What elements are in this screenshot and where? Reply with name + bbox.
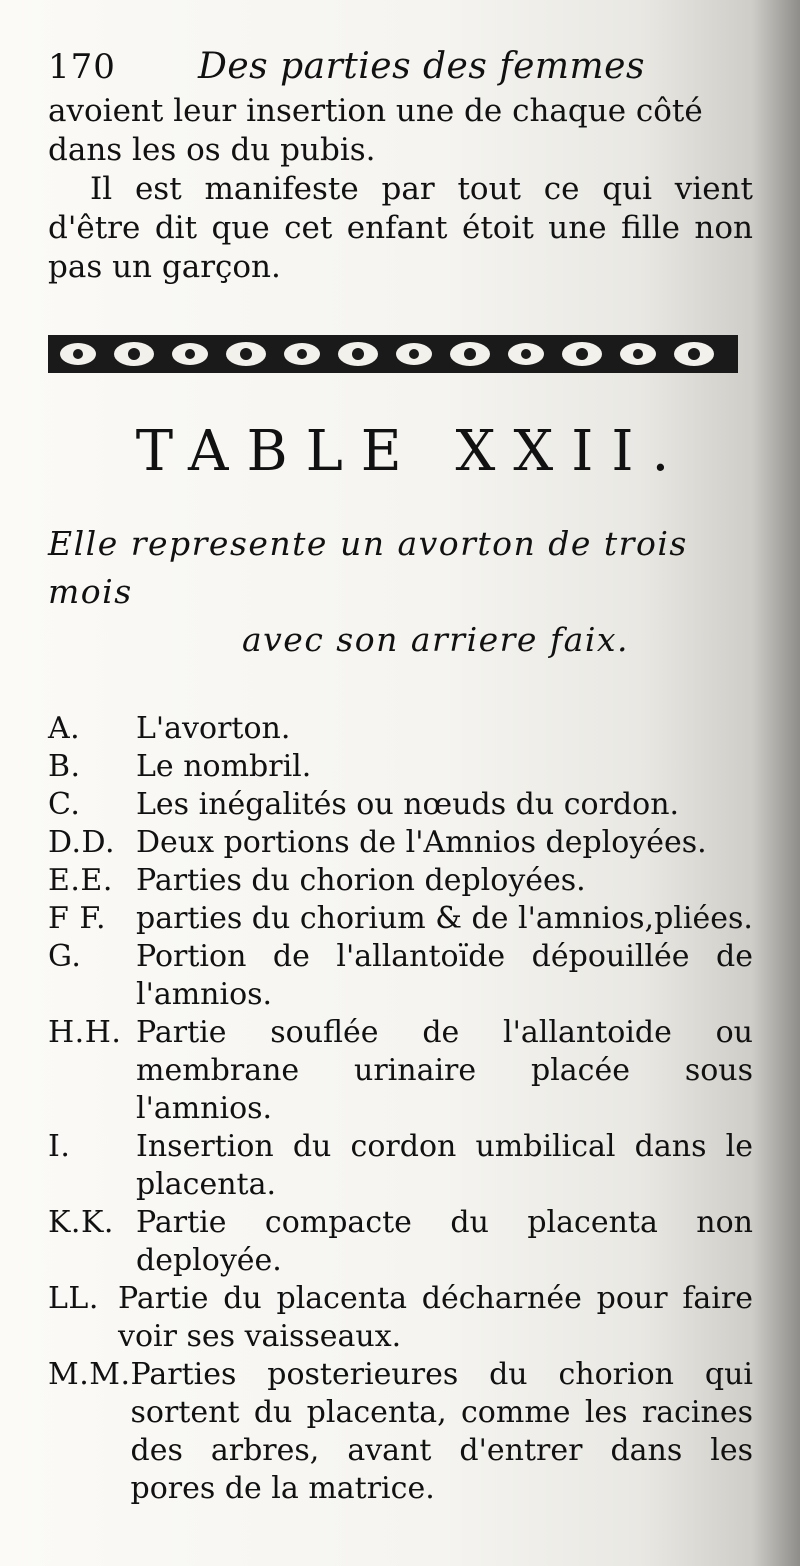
legend-key: H.H.: [48, 1015, 122, 1050]
continued-text: avoient leur insertion une de chaque côté dans les os du pubis.: [48, 93, 703, 168]
legend-item: [48, 786, 753, 824]
legend-item: [48, 748, 753, 786]
legend-text: Insertion du cordon umbilical dans le placenta.: [136, 1129, 753, 1202]
legend-text: Parties du chorion deployées.: [136, 863, 586, 898]
subtitle-line-2: avec son arriere faix.: [241, 620, 629, 659]
legend-text: parties du chorium & de l'amnios,pliées.: [136, 901, 753, 936]
legend-text: Partie souflée de l'allantoide ou membrane urinaire placée sous l'amnios.: [136, 1015, 753, 1126]
legend-item: [48, 938, 753, 1014]
legend-text: Le nombril.: [136, 749, 312, 784]
legend-key: B.: [48, 749, 81, 784]
legend-text: Partie compacte du placenta non deployée.: [136, 1205, 753, 1278]
legend-text: Deux portions de l'Amnios deployées.: [136, 825, 707, 860]
legend-item: [48, 1204, 753, 1280]
legend-key: I.: [48, 1129, 71, 1164]
table-subtitle: [48, 520, 753, 664]
legend-item: [48, 862, 753, 900]
running-title: Des parties des femmes: [198, 46, 645, 87]
table-title: TABLE XXII.: [135, 419, 688, 484]
legend-item: [48, 1128, 753, 1204]
legend-item: [48, 710, 753, 748]
subtitle-line-1: Elle represente un avorton de trois mois: [48, 524, 688, 611]
legend-key: D.D.: [48, 825, 116, 860]
legend-key: K.K.: [48, 1205, 114, 1240]
legend-key: LL.: [48, 1281, 99, 1316]
legend-text: Les inégalités ou nœuds du cordon.: [136, 787, 680, 822]
page-number: 170: [48, 47, 116, 87]
legend-key: A.: [48, 711, 81, 746]
legend-key: C.: [48, 787, 81, 822]
page-content: [48, 46, 753, 1508]
legend-item: [48, 824, 753, 862]
intro-paragraph: Il est manifeste par tout ce qui vient d'être dit que cet enfant étoit une fille non pas un garçon.: [48, 171, 753, 285]
legend-item: [48, 1356, 753, 1508]
ornament-band: [48, 333, 738, 375]
legend-key: E.E.: [48, 863, 113, 898]
legend-key: M.M.: [48, 1357, 131, 1392]
legend-item: [48, 1280, 753, 1356]
floral-ornament-icon: [48, 333, 753, 375]
legend-text: L'avorton.: [136, 711, 291, 746]
legend-key: F F.: [48, 901, 107, 936]
legend-key: G.: [48, 939, 82, 974]
legend-text: Partie du placenta décharnée pour faire voir ses vaisseaux.: [118, 1281, 753, 1354]
legend-list: [48, 710, 753, 1508]
legend-text: Parties posterieures du chorion qui sortent du placenta, comme les racines des arbres, avant d'entrer dans les pores de la matrice.: [130, 1357, 753, 1506]
legend-item: [48, 1014, 753, 1128]
running-head: [48, 46, 753, 92]
legend-item: [48, 900, 753, 938]
legend-text: Portion de l'allantoïde dépouillée de l'amnios.: [136, 939, 753, 1012]
